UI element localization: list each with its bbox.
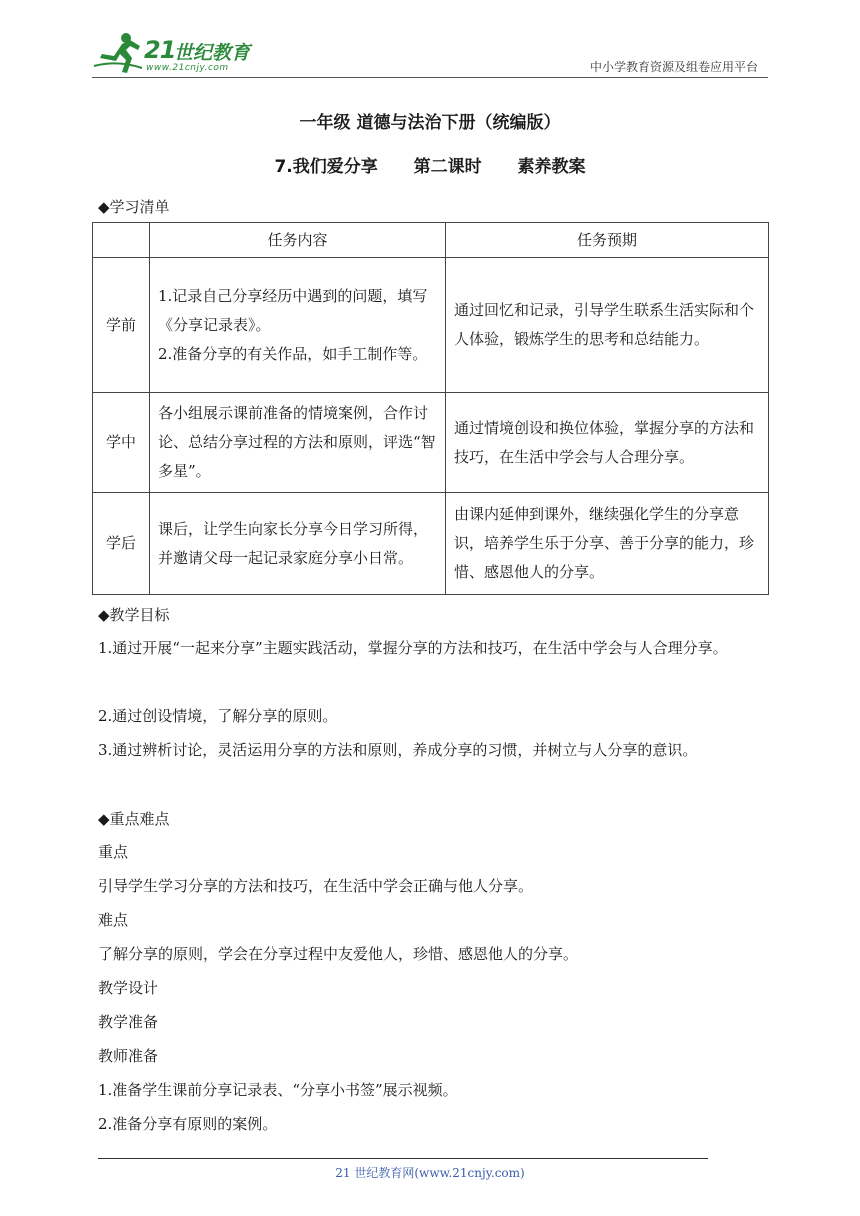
table-row bbox=[93, 258, 769, 393]
difficulty-text: 了解分享的原则，学会在分享过程中友爱他人，珍惜、感恩他人的分享。 bbox=[98, 945, 579, 963]
expect-cell: 通过回忆和记录，引导学生联系生活实际和个人体验，锻炼学生的思考和总结能力。 bbox=[446, 258, 769, 393]
logo bbox=[92, 30, 262, 78]
goal-item: 2.通过创设情境，了解分享的原则。 bbox=[98, 707, 338, 725]
goal-item: 1.通过开展“一起来分享”主题实践活动，掌握分享的方法和技巧，在生活中学会与人合理分享。 bbox=[98, 639, 728, 657]
key-label: 重点 bbox=[98, 843, 129, 861]
header-divider bbox=[92, 77, 768, 78]
section-goals: ◆教学目标 bbox=[98, 606, 170, 624]
expect-cell: 由课内延伸到课外，继续强化学生的分享意识，培养学生乐于分享、善于分享的能力，珍惜、感恩他人的分享。 bbox=[446, 493, 769, 595]
section-checklist: ◆学习清单 bbox=[98, 198, 170, 216]
design-title: 教学设计 bbox=[98, 979, 159, 997]
teacher-prep-title: 教师准备 bbox=[98, 1047, 159, 1065]
prep-item: 1.准备学生课前分享记录表、“分享小书签”展示视频。 bbox=[98, 1081, 458, 1099]
runner-logo-icon bbox=[92, 30, 148, 76]
prep-title: 教学准备 bbox=[98, 1013, 159, 1031]
stage-cell: 学后 bbox=[93, 493, 150, 595]
expect-cell: 通过情境创设和换位体验，掌握分享的方法和技巧，在生活中学会与人合理分享。 bbox=[446, 393, 769, 493]
stage-cell: 学前 bbox=[93, 258, 150, 393]
goal-item: 3.通过辨析讨论，灵活运用分享的方法和原则，养成分享的习惯，并树立与人分享的意识。 bbox=[98, 741, 698, 759]
table-header-cell: 任务预期 bbox=[446, 223, 769, 258]
page-header bbox=[92, 30, 768, 80]
table-row bbox=[93, 493, 769, 595]
checklist-table bbox=[92, 222, 769, 595]
logo-number: 21 bbox=[144, 36, 176, 64]
section-keypoints: ◆重点难点 bbox=[98, 810, 170, 828]
content-cell: 课后，让学生向家长分享今日学习所得，并邀请父母一起记录家庭分享小日常。 bbox=[150, 493, 446, 595]
difficulty-label: 难点 bbox=[98, 911, 129, 929]
platform-name: 中小学教育资源及组卷应用平台 bbox=[589, 60, 758, 74]
logo-text: 世纪教育 bbox=[174, 42, 251, 64]
table-header-row bbox=[93, 223, 769, 258]
doc-title: 一年级 道德与法治下册（统编版） bbox=[299, 113, 561, 133]
footer-divider bbox=[98, 1158, 708, 1159]
doc-subtitle: 7.我们爱分享 第二课时 素养教案 bbox=[274, 157, 586, 177]
key-text: 引导学生学习分享的方法和技巧，在生活中学会正确与他人分享。 bbox=[98, 877, 534, 895]
footer-text: 21 世纪教育网(www.21cnjy.com) bbox=[335, 1166, 525, 1180]
content-cell: 1.记录自己分享经历中遇到的问题，填写《分享记录表》。 2.准备分享的有关作品，如手工制作等。 bbox=[150, 258, 446, 393]
content-cell: 各小组展示课前准备的情境案例，合作讨论、总结分享过程的方法和原则，评选“智多星”。 bbox=[150, 393, 446, 493]
stage-cell: 学中 bbox=[93, 393, 150, 493]
prep-item: 2.准备分享有原则的案例。 bbox=[98, 1115, 278, 1133]
table-row bbox=[93, 393, 769, 493]
table-header-cell: 任务内容 bbox=[150, 223, 446, 258]
logo-url: www.21cnjy.com bbox=[146, 63, 229, 73]
table-header-cell bbox=[93, 223, 150, 258]
